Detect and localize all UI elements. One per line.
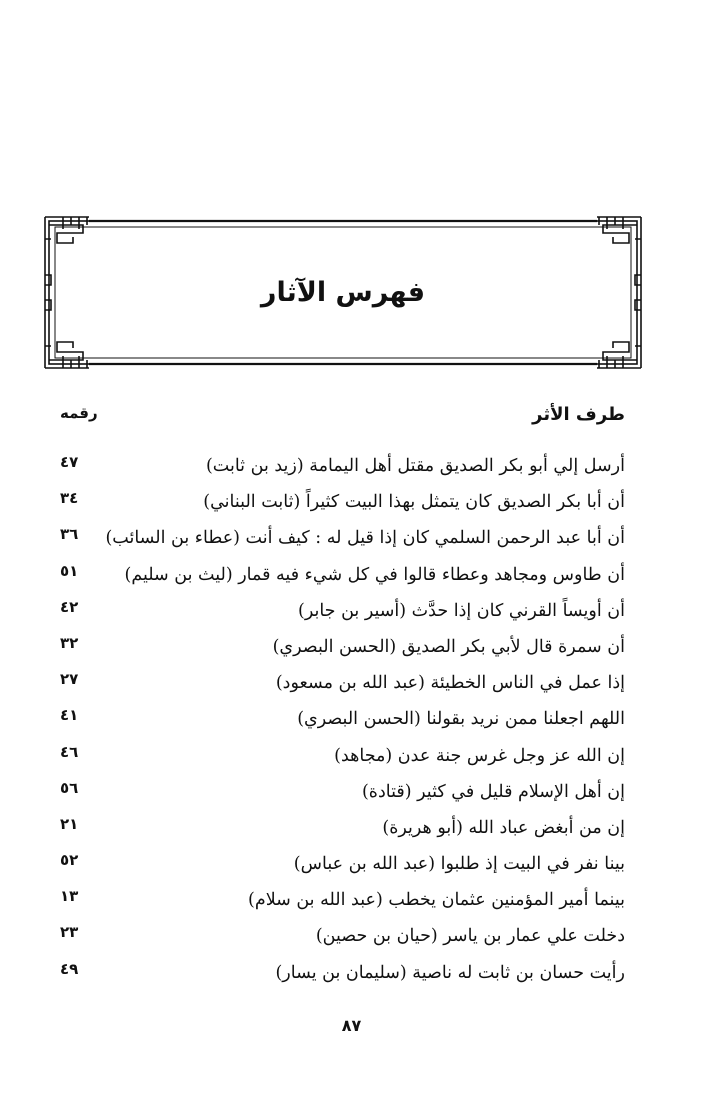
entry-text: بينا نفر في البيت إذ طلبوا (عبد الله بن عباس) [293,854,625,875]
entry-text: أن طاوس ومجاهد وعطاء قالوا في كل شيء فيه قمار (ليث بن سليم) [124,564,625,585]
index-entry [60,738,625,774]
index-entry [60,484,625,520]
entry-number: ٢٣ [60,923,79,942]
entry-number: ٤٩ [60,959,79,978]
entry-text: اللهم اجعلنا ممن نريد بقولنا (الحسن البصري) [297,709,625,730]
index-entry [60,665,625,701]
entry-number: ٣٦ [60,525,79,544]
index-entry [60,810,625,846]
index-entry [60,918,625,954]
entry-number: ١٣ [60,887,79,906]
page-title: فهرس الآثار [260,277,426,308]
entry-number: ٢١ [60,814,79,833]
entry-number: ٣٢ [60,633,79,652]
index-entry [60,701,625,737]
entry-text: أن أويساً القرني كان إذا حدَّث (أسير بن جابر) [298,600,625,621]
entry-number: ٤٢ [60,597,79,616]
entry-number: ٣٤ [60,489,79,508]
index-header [60,404,625,438]
entry-text: أرسل إلي أبو بكر الصديق مقتل أهل اليمامة (زيد بن ثابت) [205,456,625,476]
entry-text: إن الله عز وجل غرس جنة عدن (مجاهد) [334,745,625,766]
index-entry [60,629,625,665]
entry-text: إن من أبغض عباد الله (أبو هريرة) [382,817,625,838]
index-entry [60,520,625,556]
entry-number: ٥٦ [60,778,79,797]
entry-text: أن سمرة قال لأبي بكر الصديق (الحسن البصري) [272,636,625,657]
index-entry [60,448,625,484]
entry-number: ٤٦ [60,742,79,761]
entry-number: ٤٧ [60,453,79,471]
entry-number: ٥٢ [60,851,79,870]
entry-text: دخلت علي عمار بن ياسر (حيان بن حصين) [315,926,625,947]
entry-number: ٢٧ [60,670,79,689]
index-entry [60,593,625,629]
entry-text: بينما أمير المؤمنين عثمان يخطب (عبد الله بن سلام) [248,890,625,911]
index-entry [60,557,625,593]
index-entry [60,955,625,991]
title-frame [43,215,643,370]
index-entry [60,846,625,882]
entry-text: أن أبا عبد الرحمن السلمي كان إذا قيل له : كيف أنت (عطاء بن السائب) [105,528,625,549]
entry-number: ٤١ [60,706,79,725]
entry-text: رأيت حسان بن ثابت له ناصية (سليمان بن يسار) [275,962,625,983]
entry-text: إن أهل الإسلام قليل في كثير (قتادة) [361,781,625,802]
number-column-heading: رقمه [60,404,98,422]
text-column-heading: طرف الأثر [532,404,625,425]
index-list [60,448,625,991]
entry-number: ٥١ [60,561,79,580]
entry-text: إذا عمل في الناس الخطيئة (عبد الله بن مسعود) [275,673,625,694]
page-number: ٨٧ [341,1016,362,1035]
index-entry [60,882,625,918]
index-entry [60,774,625,810]
entry-text: أن أبا بكر الصديق كان يتمثل بهذا البيت كثيراً (ثابت البناني) [203,492,625,513]
